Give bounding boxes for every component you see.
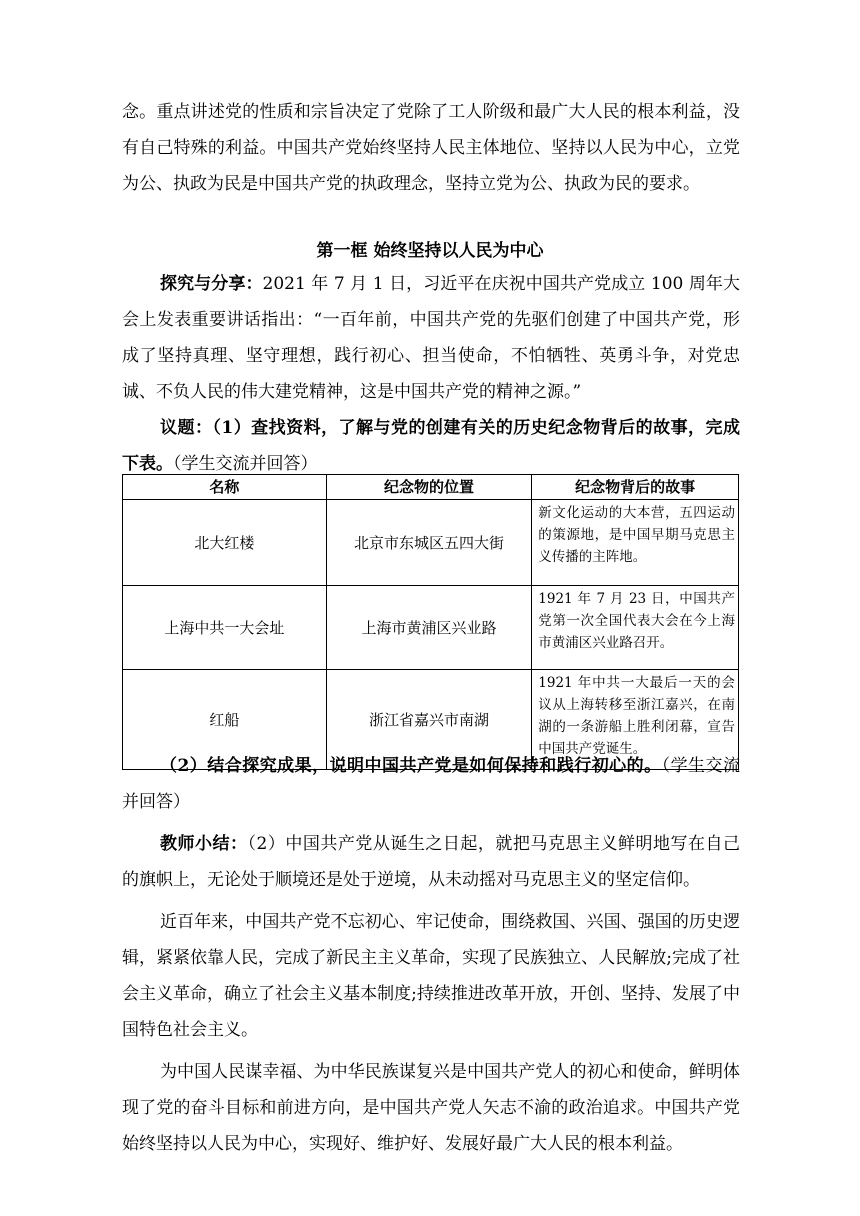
memorial-story: 1921 年中共一大最后一天的会议从上海转移至浙江嘉兴，在南湖的一条游船上胜利闭幕，宣告中国共产党诞生。 — [532, 670, 739, 770]
topic1-paragraph — [122, 410, 740, 482]
memorial-location: 上海市黄浦区兴业路 — [326, 586, 532, 670]
summary-text: （2）中国共产党从诞生之日起，就把马克思主义鲜明地写在自己的旗帜上，无论处于顺境还是处于逆境，从未动摇对马克思主义的坚定信仰。 — [122, 834, 740, 890]
section-title: 第一框 始终坚持以人民为中心 — [316, 241, 544, 261]
memorial-name: 上海中共一大会址 — [123, 586, 327, 670]
table-header: 纪念物的位置 — [326, 475, 532, 500]
mission-paragraph: 为中国人民谋幸福、为中华民族谋复兴是中国共产党人的初心和使命，鲜明体现了党的奋斗目标和前进方向，是中国共产党人矢志不渝的政治追求。中国共产党始终坚持以人民为中心，实现好、维护好、发展好最广大人民的根本利益。 — [122, 1062, 740, 1154]
table-header: 名称 — [123, 475, 327, 500]
explore-paragraph — [122, 266, 740, 410]
table-header-row — [123, 475, 739, 500]
memorial-story: 1921 年 7 月 23 日，中国共产党第一次全国代表大会在今上海市黄浦区兴业路召开。 — [532, 586, 739, 670]
memorial-table — [122, 474, 739, 770]
intro-paragraph: 念。重点讲述党的性质和宗旨决定了党除了工人阶级和最广大人民的根本利益，没有自己特殊的利益。中国共产党始终坚持人民主体地位、坚持以人民为中心，立党为公、执政为民是中国共产党的执政理念，坚持立党为公、执政为民的要求。 — [122, 102, 740, 194]
topic2-text: （2）结合探究成果，说明中国共产党是如何保持和践行初心的。 — [160, 756, 662, 776]
memorial-name: 北大红楼 — [123, 500, 327, 586]
summary-label: 教师小结： — [160, 834, 248, 854]
table-row — [123, 500, 739, 586]
table-row — [123, 586, 739, 670]
century-paragraph: 近百年来，中国共产党不忘初心、牢记使命，围绕救国、兴国、强国的历史逻辑，紧紧依靠人民，完成了新民主主义革命，实现了民族独立、人民解放;完成了社会主义革命，确立了社会主义基本制度;持续推进改革开放，开创、坚持、发展了中国特色社会主义。 — [122, 912, 740, 1040]
summary-paragraph — [122, 826, 740, 898]
topic1-text: 议题：（1）查找资料，了解与党的创建有关的历史纪念物背后的故事，完成下表。 — [122, 418, 740, 474]
explore-block — [122, 266, 740, 482]
explore-text: 2021 年 7 月 1 日，习近平在庆祝中国共产党成立 100 周年大会上发表重要讲话指出：“一百年前，中国共产党的先驱们创建了中国共产党，形成了坚持真理、坚守理想，践行初心、担当使命，不怕牺牲、英勇斗争，对党忠诚、不负人民的伟大建党精神，这是中国共产党的精神之源。” — [122, 274, 740, 402]
topic1-note: （学生交流并回答） — [173, 454, 318, 474]
topic2-note: （学生交流并回答） — [122, 756, 741, 812]
table-header: 纪念物背后的故事 — [532, 475, 739, 500]
intro-block — [122, 94, 740, 202]
body-block — [122, 748, 740, 1162]
memorial-location: 浙江省嘉兴市南湖 — [326, 670, 532, 770]
topic2-paragraph — [122, 748, 740, 820]
explore-label: 探究与分享： — [160, 274, 263, 294]
memorial-story: 新文化运动的大本营，五四运动的策源地，是中国早期马克思主义传播的主阵地。 — [532, 500, 739, 586]
memorial-location: 北京市东城区五四大街 — [326, 500, 532, 586]
memorial-name: 红船 — [123, 670, 327, 770]
